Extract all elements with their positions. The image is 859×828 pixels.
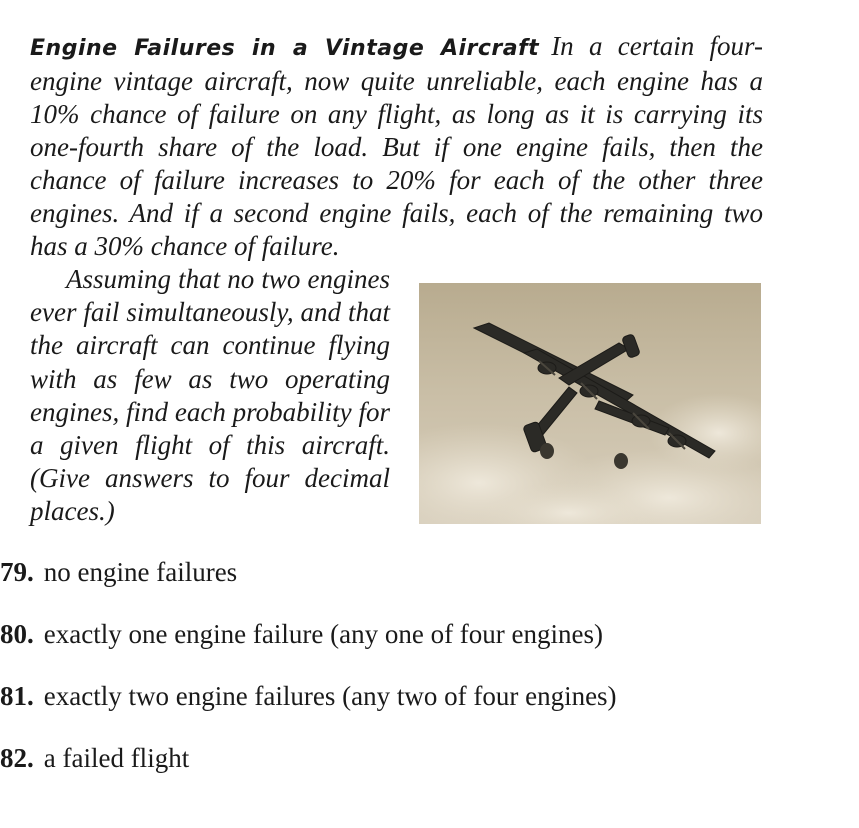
instructions-paragraph: Assuming that no two engines ever fail simultaneously, and that the aircraft can continue flying with as few as two operating engines, find each probability for a given flight of this aircraft. (Give answers to four decimal places.) <box>30 264 390 527</box>
problem-number: 79. <box>0 557 34 587</box>
problem-text: exactly two engine failures (any two of four engines) <box>43 681 617 711</box>
problem-number: 82. <box>0 743 34 773</box>
list-item <box>0 742 189 774</box>
section-headline: Engine Failures in a Vintage Aircraft <box>30 36 540 61</box>
aircraft-photo <box>419 283 761 524</box>
problem-number: 81. <box>0 681 34 711</box>
document-page <box>30 30 830 561</box>
vintage-aircraft-illustration <box>419 283 761 524</box>
problem-number: 80. <box>0 619 34 649</box>
list-item <box>0 618 603 650</box>
list-item <box>0 680 617 712</box>
text-with-photo <box>30 263 830 561</box>
problem-text: exactly one engine failure (any one of four engines) <box>43 619 604 649</box>
list-item <box>0 556 237 588</box>
intro-paragraph <box>30 30 763 263</box>
problem-text: no engine failures <box>43 557 238 587</box>
intro-text: In a certain four-engine vintage aircraft, now quite unreliable, each engine has a 10% chance of failure on any flight, as long as it is carrying its one-fourth share of the load. But if one engine fails, then the chance of failure increases to 20% for each of the other three engines. And if a second engine fails, each of the remaining two has a 30% chance of failure. <box>30 31 763 261</box>
problem-text: a failed flight <box>43 743 190 773</box>
